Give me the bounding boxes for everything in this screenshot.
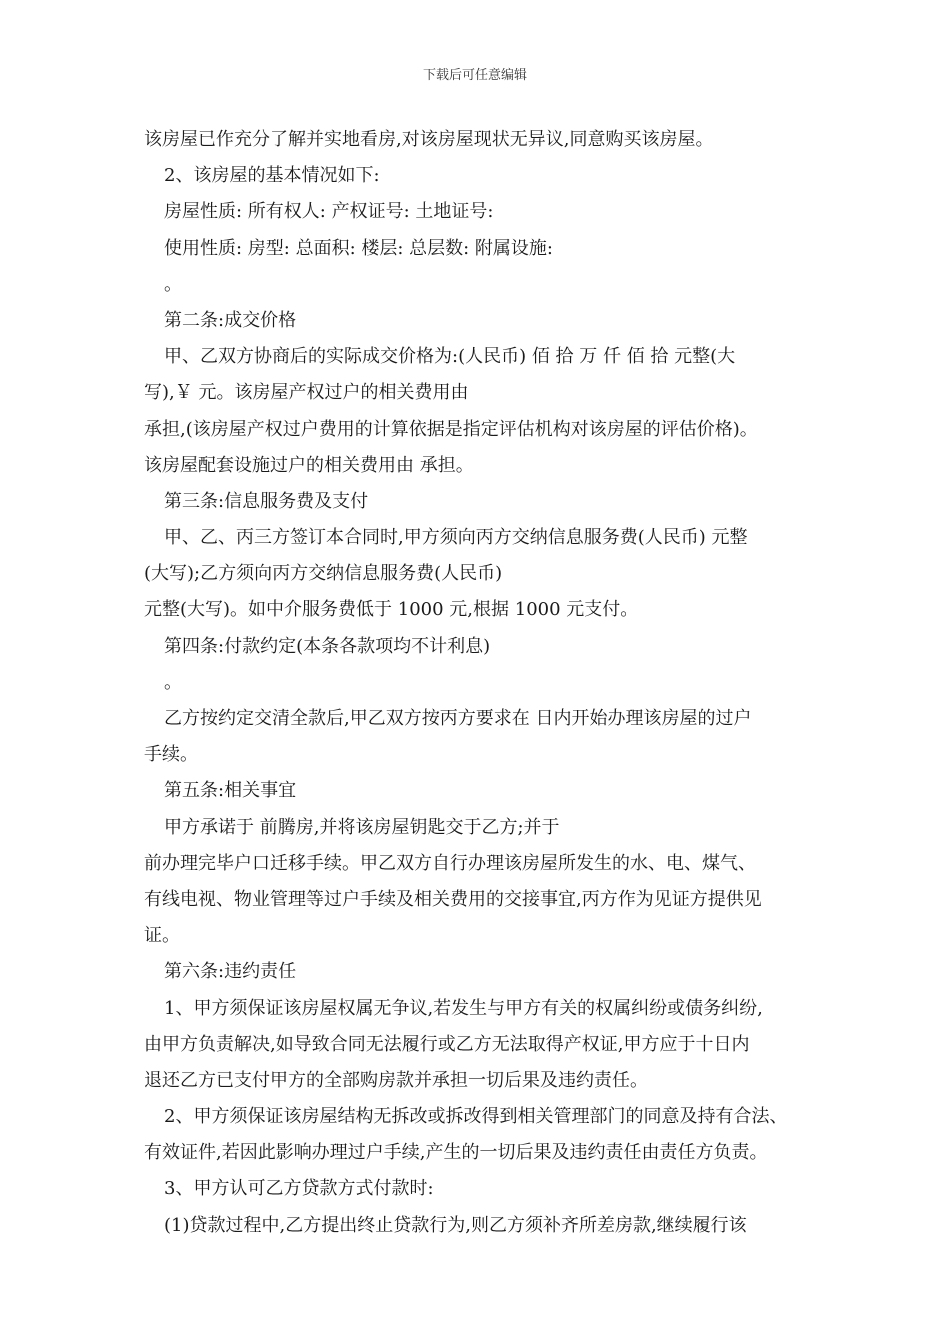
paragraph-line: 写),￥ 元。该房屋产权过户的相关费用由	[144, 382, 469, 404]
paragraph-line: 乙方按约定交清全款后,甲乙双方按丙方要求在 日内开始办理该房屋的过户	[164, 708, 752, 729]
paragraph-line: 有效证件,若因此影响办理过户手续,产生的一切后果及违约责任由责任方负责。	[144, 1142, 768, 1164]
paragraph-line: 甲方承诺于 前腾房,并将该房屋钥匙交于乙方;并于	[164, 816, 560, 838]
paragraph-line: (1)贷款过程中,乙方提出终止贷款行为,则乙方须补齐所差房款,继续履行该	[164, 1214, 747, 1236]
paragraph-line: 甲、乙、丙三方签订本合同时,甲方须向丙方交纳信息服务费(人民币) 元整	[164, 527, 748, 549]
page-header: 下载后可任意编辑	[422, 68, 527, 83]
section-heading: 第三条:信息服务费及支付	[164, 490, 369, 512]
paragraph-line: 前办理完毕户口迁移手续。甲乙双方自行办理该房屋所发生的水、电、煤气、	[144, 852, 756, 874]
paragraph-line: 该房屋配套设施过户的相关费用由 承担。	[144, 454, 474, 476]
paragraph-line: 。	[164, 273, 182, 295]
paragraph-line: 3、甲方认可乙方贷款方式付款时:	[164, 1178, 434, 1200]
paragraph-line: 使用性质: 房型: 总面积: 楼层: 总层数: 附属设施:	[164, 237, 553, 259]
section-heading: 第五条:相关事宜	[164, 780, 297, 802]
paragraph-line: 2、甲方须保证该房屋结构无拆改或拆改得到相关管理部门的同意及持有合法、	[164, 1106, 788, 1128]
paragraph-line: 元整(大写)。如中介服务费低于 1000 元,根据 1000 元支付。	[144, 599, 639, 621]
paragraph-line: 房屋性质: 所有权人: 产权证号: 土地证号:	[164, 201, 494, 223]
section-heading: 第六条:违约责任	[164, 961, 297, 983]
paragraph-line: 手续。	[144, 744, 198, 766]
paragraph-line: 证。	[144, 925, 180, 947]
section-heading: 第二条:成交价格	[164, 309, 297, 331]
paragraph-line: 有线电视、物业管理等过户手续及相关费用的交接事宜,丙方作为见证方提供见	[144, 888, 762, 910]
paragraph-line: 由甲方负责解决,如导致合同无法履行或乙方无法取得产权证,甲方应于十日内	[144, 1033, 750, 1055]
paragraph-line: 退还乙方已支付甲方的全部购房款并承担一切后果及违约责任。	[144, 1069, 648, 1091]
paragraph-line: 甲、乙双方协商后的实际成交价格为:(人民币) 佰 拾 万 仟 佰 拾 元整(大	[164, 346, 736, 368]
paragraph-line: 该房屋已作充分了解并实地看房,对该房屋现状无异议,同意购买该房屋。	[144, 129, 714, 150]
paragraph-line: 2、该房屋的基本情况如下:	[164, 165, 380, 187]
section-heading: 第四条:付款约定(本条各款项均不计利息)	[164, 635, 491, 657]
document-body	[144, 122, 814, 1244]
paragraph-line: 1、甲方须保证该房屋权属无争议,若发生与甲方有关的权属纠纷或债务纠纷,	[164, 997, 763, 1019]
paragraph-line: 承担,(该房屋产权过户费用的计算依据是指定评估机构对该房屋的评估价格)。	[144, 418, 758, 440]
paragraph-line: 。	[164, 671, 182, 693]
paragraph-line: (大写);乙方须向丙方交纳信息服务费(人民币)	[144, 563, 503, 585]
